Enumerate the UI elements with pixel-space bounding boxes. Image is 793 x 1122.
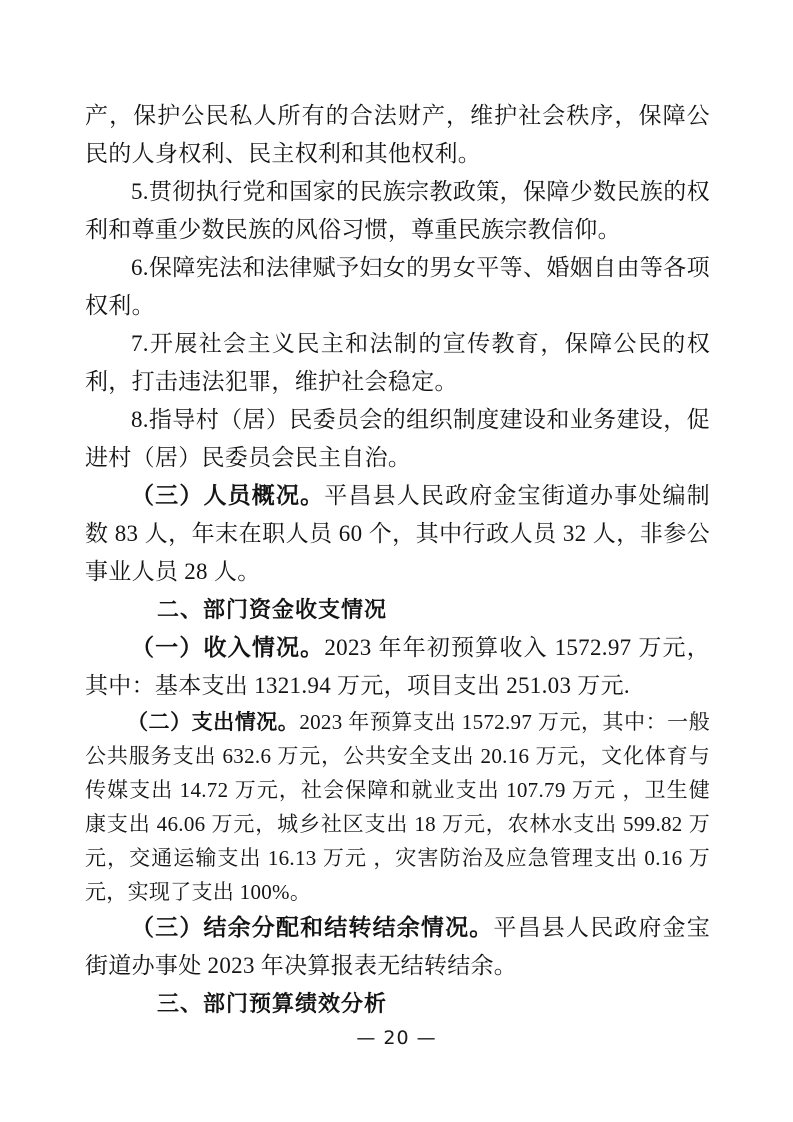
page-content xyxy=(85,97,710,1023)
paragraph-duty-8: 8.指导村（居）民委员会的组织制度建设和业务建设，促进村（居）民委员会民主自治。 xyxy=(85,407,710,470)
staff-overview-lead: （三）人员概况。 xyxy=(131,483,325,508)
section-heading-funds: 二、部门资金收支情况 xyxy=(157,597,388,622)
expenditure-text: 2023 年预算支出 1572.97 万元，其中：一般公共服务支出 632.6 万元，公共安全支出 20.16 万元，文化体育与传媒支出 14.72 万元，社会保障和就业支出 107.79 万元 ，卫生健康支出 46.06 万元，城乡社区支出 18 万元，农林水支出 599.82 万元，交通运输支出 16.13 万元 ，灾害防治及应急管理支出 0.16 万元，实现了支出 100%。 xyxy=(85,710,710,904)
expenditure-lead: （二）支出情况。 xyxy=(127,710,300,734)
balance-text: 平昌县人民政府金宝街道办事处 2023 年决算报表无结转结余。 xyxy=(85,915,711,978)
paragraph-duty-6: 6.保障宪法和法律赋予妇女的男女平等、婚姻自由等各项权利。 xyxy=(85,255,710,318)
paragraph-carryover: 产，保护公民私人所有的合法财产，维护社会秩序，保障公民的人身权利、民主权利和其他权利。 xyxy=(85,103,710,166)
page-number: — 20 — xyxy=(356,1027,437,1049)
paragraph-duty-5: 5.贯彻执行党和国家的民族宗教政策，保障少数民族的权利和尊重少数民族的风俗习惯，尊重民族宗教信仰。 xyxy=(85,179,710,242)
paragraph-duty-7: 7.开展社会主义民主和法制的宣传教育，保障公民的权利，打击违法犯罪，维护社会稳定。 xyxy=(85,331,710,394)
balance-lead: （三）结余分配和结转结余情况。 xyxy=(131,915,494,940)
staff-overview-text: 平昌县人民政府金宝街道办事处编制数 83 人，年末在职人员 60 个，其中行政人员 32 人，非参公事业人员 28 人。 xyxy=(85,483,710,584)
paragraph-income xyxy=(85,629,710,705)
section-heading-performance: 三、部门预算绩效分析 xyxy=(157,991,388,1016)
paragraph-expenditure xyxy=(85,705,710,909)
paragraph-staff-overview xyxy=(85,477,710,591)
income-text: 2023 年年初预算收入 1572.97 万元，其中：基本支出 1321.94 万元，项目支出 251.03 万元. xyxy=(85,635,710,698)
paragraph-balance xyxy=(85,909,710,985)
income-lead: （一）收入情况。 xyxy=(131,635,325,660)
